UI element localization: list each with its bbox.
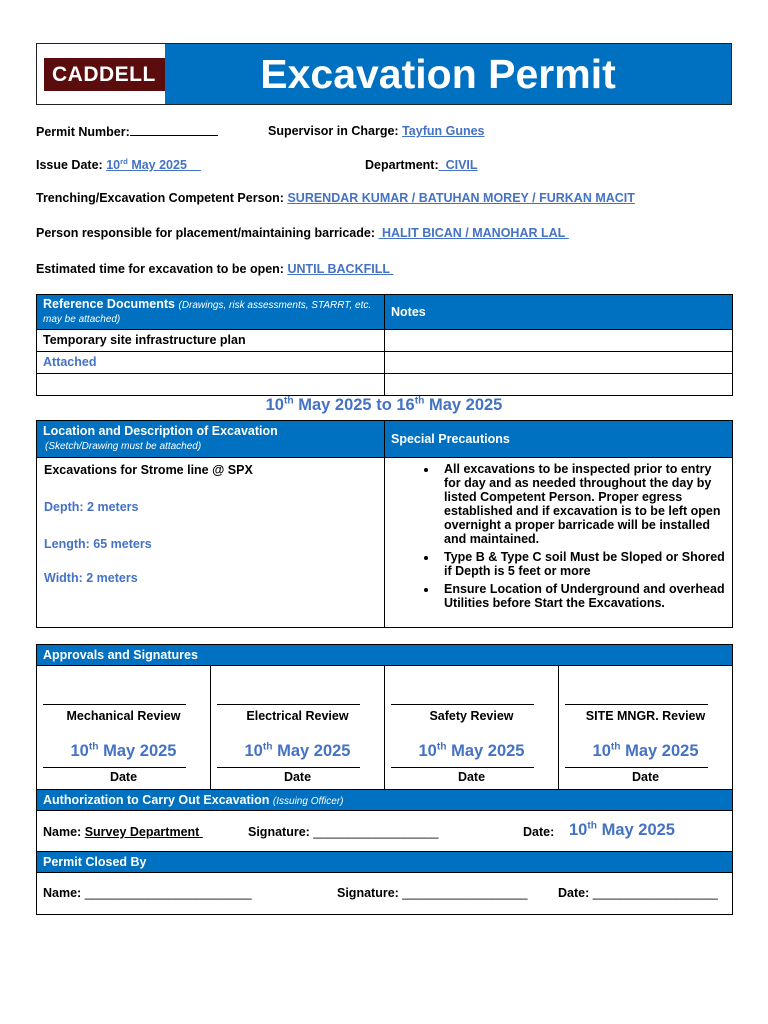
- closed-date-field: [558, 886, 718, 900]
- authorization-header: Authorization to Carry Out Excavation (Issuing Officer): [37, 790, 733, 811]
- barricade-label: Person responsible for placement/maintaining barricade:: [36, 226, 375, 240]
- reference-documents-table: [36, 294, 733, 396]
- closed-signature-field: [337, 886, 527, 900]
- signature-line: [217, 704, 360, 705]
- estimated-time-field: [36, 262, 393, 276]
- date-label: Date: [631, 770, 660, 784]
- company-logo: CADDELL: [44, 58, 165, 91]
- location-precautions-table: [36, 420, 733, 628]
- review-role: Safety Review: [429, 709, 514, 723]
- site-manager-review-cell[interactable]: [559, 666, 733, 790]
- permit-number-blank[interactable]: [130, 124, 218, 136]
- closed-date-blank[interactable]: __________________: [592, 886, 718, 900]
- estimated-time-label: Estimated time for excavation to be open:: [36, 262, 284, 276]
- auth-date-value: 10th May 2025: [569, 820, 675, 839]
- closed-name-field: [43, 886, 252, 900]
- signature-line: [43, 704, 186, 705]
- department-label: Department: [365, 158, 435, 172]
- supervisor-value: Tayfun Gunes: [402, 124, 485, 138]
- excavation-width: Width: 2 meters: [44, 571, 138, 585]
- closed-date-label: Date:: [558, 886, 590, 900]
- auth-date-label: Date:: [523, 825, 555, 839]
- reference-documents-note: (Drawings, risk assessments, STARRT, etc. may be attached): [43, 300, 372, 325]
- safety-review-cell[interactable]: [385, 666, 559, 790]
- closed-signature-blank[interactable]: __________________: [402, 886, 528, 900]
- date-line: [43, 767, 186, 768]
- review-date: 10th May 2025: [592, 741, 699, 760]
- auth-signature-blank[interactable]: __________________: [313, 825, 439, 839]
- notes-row-1[interactable]: [385, 330, 733, 352]
- auth-name-value[interactable]: Survey Department: [84, 825, 200, 839]
- notes-row-3[interactable]: [385, 374, 733, 396]
- date-label: Date: [457, 770, 486, 784]
- date-line: [217, 767, 360, 768]
- review-role: Mechanical Review: [66, 709, 181, 723]
- reference-row-1: Temporary site infrastructure plan: [37, 330, 385, 352]
- barricade-field: [36, 226, 569, 240]
- signature-line: [565, 704, 708, 705]
- signature-line: [391, 704, 534, 705]
- notes-row-2[interactable]: [385, 352, 733, 374]
- department-field: Department: CIVIL: [365, 158, 478, 172]
- reference-row-2: Attached: [37, 352, 385, 374]
- review-role: SITE MNGR. Review: [585, 709, 706, 723]
- permit-number-field: [36, 124, 218, 139]
- auth-name-label: Name:: [43, 825, 82, 839]
- approvals-table: [36, 644, 733, 915]
- auth-signature-field: [248, 825, 438, 839]
- date-label: Date: [283, 770, 312, 784]
- date-label: Date: [109, 770, 138, 784]
- authorization-note: (Issuing Officer): [272, 796, 344, 807]
- authorization-row: [37, 811, 733, 852]
- permit-date-range: 10th May 2025 to 16th May 2025: [265, 395, 503, 414]
- supervisor-label: Supervisor in Charge:: [268, 124, 399, 138]
- issue-date-value: 10rd May 2025: [106, 156, 187, 172]
- precaution-item: • Ensure Location of Underground and overhead Utilities before Start the Excavations.: [438, 582, 726, 610]
- closed-name-label: Name:: [43, 886, 82, 900]
- review-date: 10th May 2025: [244, 741, 351, 760]
- approvals-header: Approvals and Signatures: [37, 645, 733, 666]
- permit-number-label: Permit Number:: [36, 125, 130, 139]
- permit-closed-header: Permit Closed By: [37, 852, 733, 873]
- precaution-item: • All excavations to be inspected prior to entry for day and as needed throughout the day by listed Competent Person. Proper egress established and if excavation is to be left open overnight a proper barricade will be installed and maintained.: [438, 462, 726, 546]
- location-header: Location and Description of Excavation (Sketch/Drawing must be attached): [37, 421, 385, 458]
- review-role: Electrical Review: [246, 709, 349, 723]
- special-precautions-header: Special Precautions: [385, 421, 733, 458]
- reference-row-3[interactable]: [37, 374, 385, 396]
- department-value: CIVIL: [445, 158, 478, 172]
- page-title: Excavation Permit: [165, 44, 731, 104]
- competent-person-label: Trenching/Excavation Competent Person:: [36, 191, 284, 205]
- closed-signature-label: Signature:: [337, 886, 399, 900]
- reference-documents-header: Reference Documents (Drawings, risk assessments, STARRT, etc. may be attached): [37, 295, 385, 330]
- excavation-depth: Depth: 2 meters: [44, 500, 139, 514]
- closed-name-blank[interactable]: ________________________: [84, 886, 252, 900]
- date-line: [391, 767, 534, 768]
- logo-box: [37, 44, 165, 104]
- excavation-description: Excavations for Strome line @ SPX: [44, 463, 253, 477]
- date-line: [565, 767, 708, 768]
- estimated-time-value: UNTIL BACKFILL: [287, 262, 390, 276]
- competent-person-field: [36, 191, 635, 205]
- barricade-value: HALIT BICAN / MANOHAR LAL: [381, 226, 566, 240]
- precautions-list: [385, 462, 732, 610]
- excavation-length: Length: 65 meters: [44, 537, 152, 551]
- precaution-item: • Type B & Type C soil Must be Sloped or Shored if Depth is 5 feet or more: [438, 550, 726, 578]
- location-note: (Sketch/Drawing must be attached): [45, 441, 202, 452]
- mechanical-review-cell[interactable]: [37, 666, 211, 790]
- special-precautions-cell: [385, 458, 733, 628]
- supervisor-field: [268, 124, 485, 138]
- review-date: 10th May 2025: [70, 741, 177, 760]
- issue-date-field: [36, 158, 201, 172]
- electrical-review-cell[interactable]: [211, 666, 385, 790]
- review-date: 10th May 2025: [418, 741, 525, 760]
- permit-header: [36, 43, 732, 105]
- issue-date-label: Issue Date:: [36, 158, 103, 172]
- auth-date-field: [523, 825, 554, 839]
- location-description-cell: [37, 458, 385, 628]
- permit-closed-row: [37, 873, 733, 915]
- competent-person-value: SURENDAR KUMAR / BATUHAN MOREY / FURKAN MACIT: [287, 191, 635, 205]
- auth-signature-label: Signature:: [248, 825, 310, 839]
- auth-name-field: [43, 825, 203, 839]
- notes-header: Notes: [385, 295, 733, 330]
